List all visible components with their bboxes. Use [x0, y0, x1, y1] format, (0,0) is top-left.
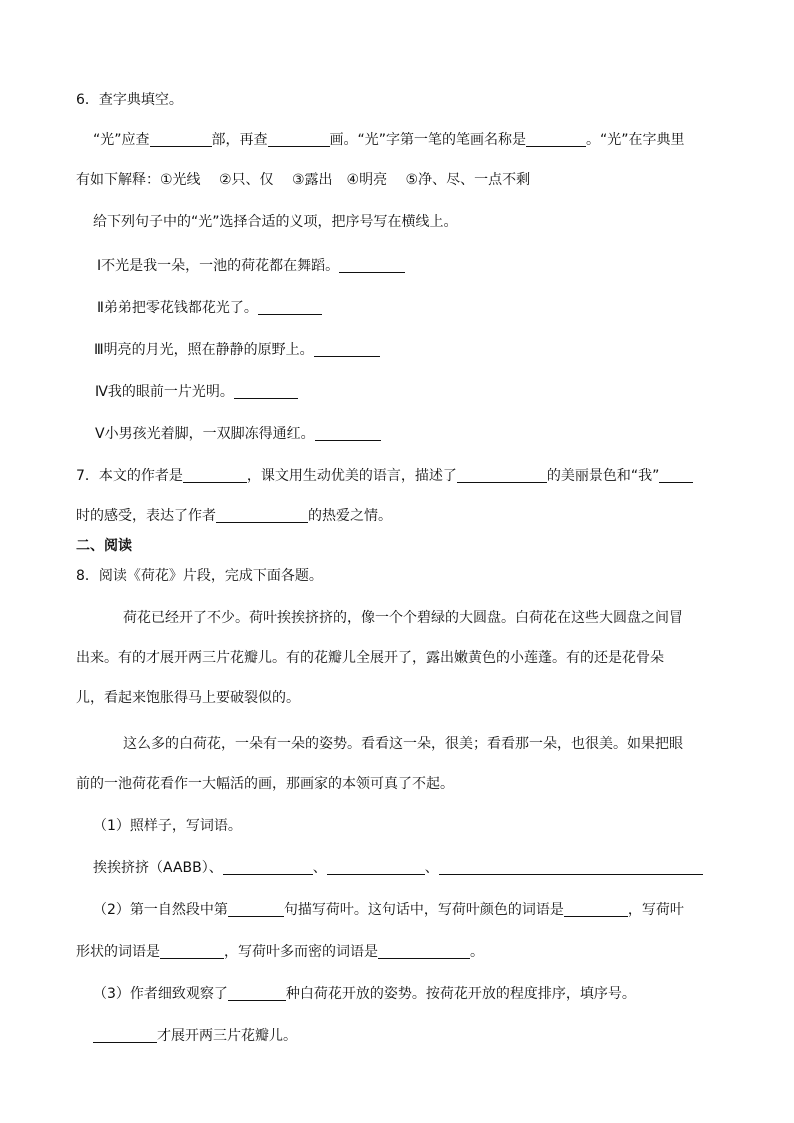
q6-sentence-5	[95, 424, 794, 444]
q8-sub2-text-c: ，写荷叶	[627, 902, 684, 918]
q8-sub3-text-b: 种白荷花开放的姿势。按荷花开放的程度排序，填序号。	[285, 986, 636, 1002]
q8-sub3	[93, 984, 794, 1004]
section-heading: 二、阅读	[76, 538, 132, 554]
q8-sub3-text-a: （3）作者细致观察了	[93, 986, 228, 1002]
blank[interactable]	[216, 508, 308, 523]
q8-sub2-text-d: 形状的词语是	[76, 944, 160, 960]
q8-sub2-line1	[93, 900, 794, 920]
sentence-text: Ⅴ小男孩光着脚，一双脚冻得通红。	[95, 426, 315, 442]
blank[interactable]	[439, 860, 703, 875]
q6-instruction: 给下列句子中的“光”选择合适的义项，把序号写在横线上。	[93, 214, 458, 230]
q6-sentence-3	[94, 340, 794, 360]
q8-sub2-line2	[76, 942, 794, 962]
blank[interactable]	[228, 986, 286, 1001]
sentence-text: Ⅳ我的眼前一片光明。	[95, 384, 234, 400]
blank[interactable]	[564, 902, 628, 917]
blank[interactable]	[314, 342, 380, 357]
q7-line2	[76, 506, 794, 526]
q6-sentence-2	[97, 298, 794, 318]
example-word: 挨挨挤挤（AABB）	[93, 860, 209, 876]
q8-title: 8．阅读《荷花》片段，完成下面各题。	[76, 568, 323, 584]
blank[interactable]	[258, 300, 322, 315]
blank[interactable]	[339, 258, 405, 273]
q7-text-c: 的美丽景色和“我”	[546, 468, 660, 484]
q8-sub1: （1）照样子，写词语。	[93, 818, 242, 834]
q6-sentence-1	[97, 256, 794, 276]
q8-sub3-item	[93, 1026, 794, 1046]
q7-text-d: 时的感受，表达了作者	[76, 508, 216, 524]
q6-sentence-4	[95, 382, 794, 402]
passage-p1-line1: 荷花已经开了不少。荷叶挨挨挤挤的，像一个个碧绿的大圆盘。白荷花在这些大圆盘之间冒	[123, 610, 683, 626]
blank[interactable]	[183, 468, 247, 483]
q8-sub2-text-b: 句描写荷叶。这句话中，写荷叶颜色的词语是	[283, 902, 564, 918]
q6-title: 6．查字典填空。	[76, 92, 183, 108]
blank[interactable]	[327, 860, 425, 875]
sentence-text: Ⅱ弟弟把零花钱都花光了。	[97, 300, 258, 316]
blank[interactable]	[378, 944, 470, 959]
separator: 、	[312, 860, 327, 876]
blank[interactable]	[315, 426, 381, 441]
q6-text-c: 画。“光”字第一笔的笔画名称是	[329, 132, 527, 148]
q8-sub1-answer	[93, 858, 794, 878]
q7-line1	[76, 466, 794, 486]
q8-sub3-item-text: 才展开两三片花瓣儿。	[157, 1028, 297, 1044]
blank[interactable]	[268, 132, 330, 147]
q6-definitions: 有如下解释：①光线 ②只、仅 ③露出 ④明亮 ⑤净、尽、一点不剩	[76, 172, 531, 188]
q7-text-b: ，课文用生动优美的语言，描述了	[246, 468, 457, 484]
blank[interactable]	[228, 902, 284, 917]
sentence-text: Ⅲ明亮的月光，照在静静的原野上。	[94, 342, 314, 358]
passage-p2-line2: 前的一池荷花看作一大幅活的画，那画家的本领可真了不起。	[76, 776, 454, 792]
q7-text-e: 的热爱之情。	[308, 508, 392, 524]
sentence-text: Ⅰ不光是我一朵，一池的荷花都在舞蹈。	[97, 258, 340, 274]
q6-text-b: 部，再查	[211, 132, 268, 148]
blank[interactable]	[659, 468, 693, 483]
blank[interactable]	[234, 384, 298, 399]
q7-text-a: 7．本文的作者是	[76, 468, 183, 484]
q6-text-a: “光”应查	[93, 132, 150, 148]
separator: 、	[208, 860, 223, 876]
blank[interactable]	[150, 132, 212, 147]
blank[interactable]	[93, 1028, 157, 1043]
q8-sub2-text-e: ，写荷叶多而密的词语是	[224, 944, 378, 960]
passage-p1-line2: 出来。有的才展开两三片花瓣儿。有的花瓣儿全展开了，露出嫩黄色的小莲蓬。有的还是花骨朵	[76, 650, 664, 666]
blank[interactable]	[223, 860, 313, 875]
blank[interactable]	[160, 944, 224, 959]
q8-sub2-text-a: （2）第一自然段中第	[93, 902, 228, 918]
q8-sub2-text-f: 。	[470, 944, 484, 960]
passage-p1-line3: 儿，看起来饱胀得马上要破裂似的。	[76, 690, 300, 706]
passage-p2-line1: 这么多的白荷花，一朵有一朵的姿势。看看这一朵，很美；看看那一朵，也很美。如果把眼	[123, 736, 683, 752]
blank[interactable]	[526, 132, 586, 147]
blank[interactable]	[457, 468, 547, 483]
q6-text-d: 。“光”在字典里	[586, 132, 685, 148]
separator: 、	[424, 860, 439, 876]
q6-line1	[93, 130, 794, 150]
